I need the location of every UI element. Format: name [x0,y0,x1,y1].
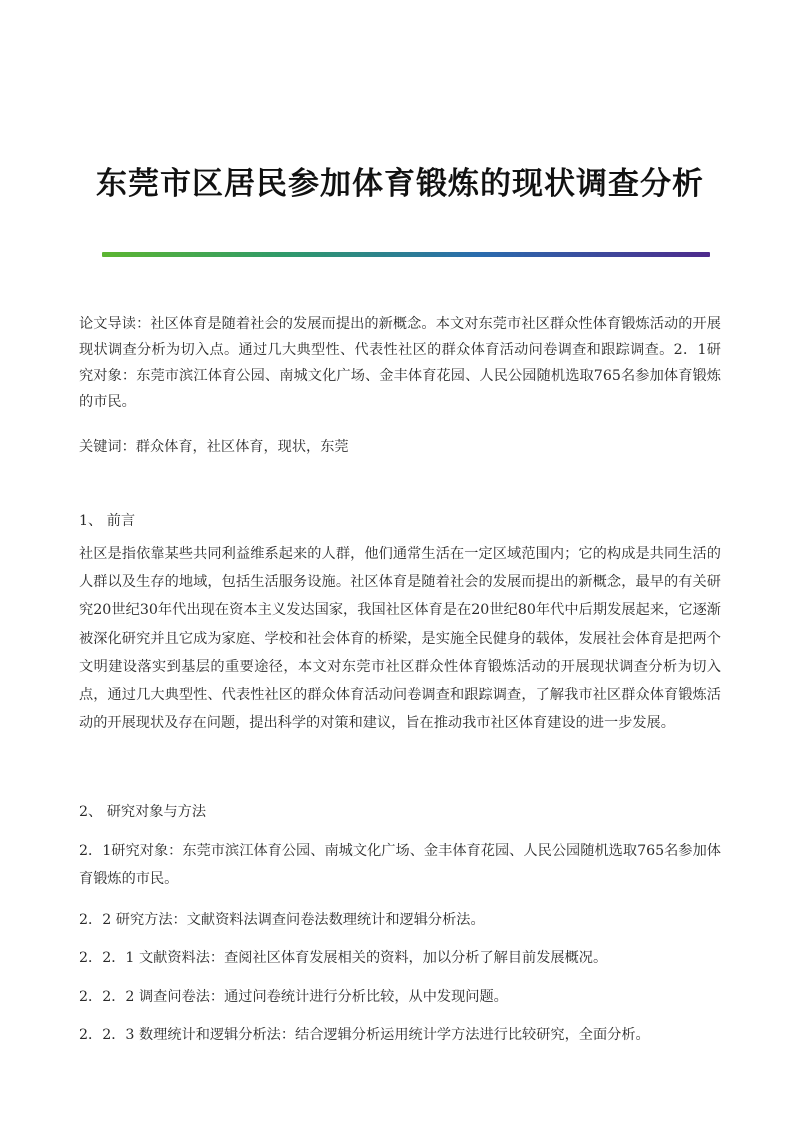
section-2-heading: 2、 研究对象与方法 [79,804,207,820]
section-1-heading: 1、 前言 [79,513,136,529]
subsection-2-2-3: 2．2．3 数理统计和逻辑分析法：结合逻辑分析运用统计学方法进行比较研究，全面分析。 [79,1027,650,1043]
title-divider [102,252,710,257]
subsection-2-2-1: 2．2．1 文献资料法：查阅社区体育发展相关的资料，加以分析了解目前发展概况。 [79,950,608,966]
subsection-2-2: 2．2 研究方法：文献资料法调查问卷法数理统计和逻辑分析法。 [79,912,485,928]
subsection-2-1: 2．1研究对象：东莞市滨江体育公园、南城文化广场、金丰体育花园、人民公园随机选取765名参加体育锻炼的市民。 [79,843,721,887]
abstract-paragraph: 论文导读：社区体育是随着社会的发展而提出的新概念。本文对东莞市社区群众性体育锻炼活动的开展现状调查分析为切入点。通过几大典型性、代表性社区的群众体育活动问卷调查和跟踪调查。2．1研究对象：东莞市滨江体育公园、南城文化广场、金丰体育花园、人民公园随机选取765名参加体育锻炼的市民。 [79,316,721,410]
subsection-2-2-2: 2．2．2 调查问卷法：通过问卷统计进行分析比较，从中发现问题。 [79,989,508,1005]
document-title: 东莞市区居民参加体育锻炼的现状调查分析 [96,166,704,202]
keywords-line: 关键词：群众体育，社区体育，现状，东莞 [79,439,349,455]
section-1-paragraph: 社区是指依靠某些共同利益维系起来的人群，他们通常生活在一定区域范围内；它的构成是共同生活的人群以及生存的地域，包括生活服务设施。社区体育是随着社会的发展而提出的新概念，最早的有关研究20世纪30年代出现在资本主义发达国家，我国社区体育是在20世纪80年代中后期发展起来，它逐渐被深化研究并且它成为家庭、学校和社会体育的桥梁，是实施全民健身的载体，发展社会体育是把两个文明建设落实到基层的重要途径，本文对东莞市社区群众性体育锻炼活动的开展现状调查分析为切入点，通过几大典型性、代表性社区的群众体育活动问卷调查和跟踪调查，了解我市社区群众体育锻炼活动的开展现状及存在问题，提出科学的对策和建议，旨在推动我市社区体育建设的进一步发展。 [79,546,721,732]
